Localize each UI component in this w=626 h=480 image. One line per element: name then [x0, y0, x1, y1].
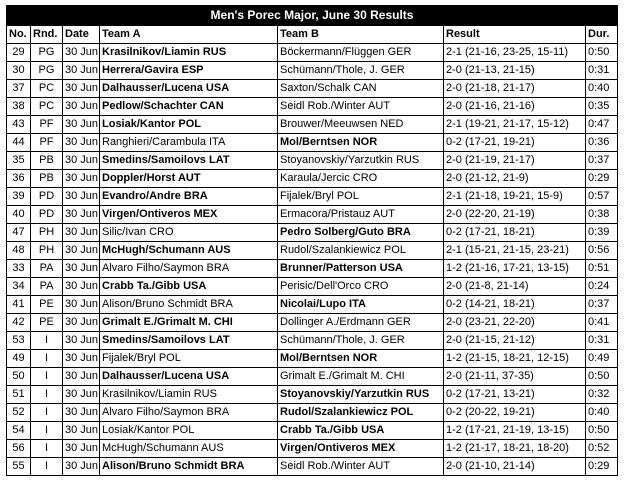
round-cell: PB [31, 152, 63, 170]
match-number-cell: 56 [7, 440, 31, 458]
table-row [7, 296, 618, 314]
team-a-cell: Alison/Bruno Schmidt BRA [100, 296, 278, 314]
date-cell: 30 Jun [63, 404, 100, 422]
match-number-cell: 54 [7, 422, 31, 440]
duration-cell: 0:50 [586, 422, 618, 440]
result-cell: 2-1 (21-18, 19-21, 15-9) [444, 188, 586, 206]
team-b-cell: Brouwer/Meeuwsen NED [278, 116, 444, 134]
round-cell: I [31, 404, 63, 422]
round-cell: PA [31, 278, 63, 296]
team-b-cell: Dollinger A./Erdmann GER [278, 314, 444, 332]
team-b-cell: Brunner/Patterson USA [278, 260, 444, 278]
result-cell: 0-2 (17-21, 18-21) [444, 224, 586, 242]
duration-cell: 0:51 [586, 260, 618, 278]
match-number-cell: 40 [7, 206, 31, 224]
result-cell: 2-0 (21-11, 37-35) [444, 368, 586, 386]
match-number-cell: 33 [7, 260, 31, 278]
team-b-cell: Stoyanovskiy/Yarzutkin RUS [278, 386, 444, 404]
team-a-cell: Dalhausser/Lucena USA [100, 368, 278, 386]
match-number-cell: 55 [7, 458, 31, 476]
duration-cell: 0:36 [586, 134, 618, 152]
date-cell: 30 Jun [63, 386, 100, 404]
team-b-cell: Virgen/Ontiveros MEX [278, 440, 444, 458]
date-cell: 30 Jun [63, 206, 100, 224]
round-cell: I [31, 368, 63, 386]
duration-cell: 0:41 [586, 314, 618, 332]
table-row [7, 404, 618, 422]
date-cell: 30 Jun [63, 44, 100, 62]
round-cell: PG [31, 44, 63, 62]
table-row [7, 332, 618, 350]
date-cell: 30 Jun [63, 116, 100, 134]
team-a-cell: Crabb Ta./Gibb USA [100, 278, 278, 296]
date-cell: 30 Jun [63, 224, 100, 242]
table-row [7, 44, 618, 62]
date-cell: 30 Jun [63, 134, 100, 152]
duration-cell: 0:57 [586, 188, 618, 206]
team-b-cell: Crabb Ta./Gibb USA [278, 422, 444, 440]
date-cell: 30 Jun [63, 422, 100, 440]
table-row [7, 170, 618, 188]
round-cell: PH [31, 224, 63, 242]
table-row [7, 224, 618, 242]
team-a-cell: Dalhausser/Lucena USA [100, 80, 278, 98]
match-number-cell: 49 [7, 350, 31, 368]
col-header-team-a: Team A [100, 26, 278, 44]
round-cell: PG [31, 62, 63, 80]
table-row [7, 422, 618, 440]
match-number-cell: 51 [7, 386, 31, 404]
result-cell: 2-0 (21-18, 21-17) [444, 80, 586, 98]
date-cell: 30 Jun [63, 332, 100, 350]
date-cell: 30 Jun [63, 440, 100, 458]
table-row [7, 278, 618, 296]
date-cell: 30 Jun [63, 350, 100, 368]
duration-cell: 0:50 [586, 44, 618, 62]
result-cell: 2-1 (19-21, 21-17, 15-12) [444, 116, 586, 134]
match-number-cell: 29 [7, 44, 31, 62]
table-row [7, 242, 618, 260]
date-cell: 30 Jun [63, 152, 100, 170]
team-a-cell: Krasilnikov/Liamin RUS [100, 386, 278, 404]
team-b-cell: Ermacora/Pristauz AUT [278, 206, 444, 224]
team-a-cell: Doppler/Horst AUT [100, 170, 278, 188]
team-a-cell: Herrera/Gavira ESP [100, 62, 278, 80]
team-b-cell: Grimalt E./Grimalt M. CHI [278, 368, 444, 386]
team-b-cell: Rudol/Szalankiewicz POL [278, 404, 444, 422]
team-a-cell: Fijalek/Bryl POL [100, 350, 278, 368]
duration-cell: 0:52 [586, 440, 618, 458]
duration-cell: 0:31 [586, 62, 618, 80]
team-b-cell: Schümann/Thole, J. GER [278, 332, 444, 350]
round-cell: I [31, 458, 63, 476]
result-cell: 2-0 (21-8, 21-14) [444, 278, 586, 296]
result-cell: 1-2 (21-15, 18-21, 12-15) [444, 350, 586, 368]
team-b-cell: Nicolai/Lupo ITA [278, 296, 444, 314]
team-b-cell: Rudol/Szalankiewicz POL [278, 242, 444, 260]
round-cell: I [31, 332, 63, 350]
match-number-cell: 34 [7, 278, 31, 296]
round-cell: PC [31, 98, 63, 116]
team-a-cell: Krasilnikov/Liamin RUS [100, 44, 278, 62]
date-cell: 30 Jun [63, 260, 100, 278]
round-cell: PA [31, 260, 63, 278]
match-number-cell: 50 [7, 368, 31, 386]
round-cell: I [31, 386, 63, 404]
match-number-cell: 48 [7, 242, 31, 260]
date-cell: 30 Jun [63, 278, 100, 296]
date-cell: 30 Jun [63, 98, 100, 116]
result-cell: 0-2 (17-21, 19-21) [444, 134, 586, 152]
team-a-cell: Alvaro Filho/Saymon BRA [100, 260, 278, 278]
team-b-cell: Schümann/Thole, J. GER [278, 62, 444, 80]
round-cell: I [31, 422, 63, 440]
date-cell: 30 Jun [63, 368, 100, 386]
team-a-cell: Losiak/Kantor POL [100, 422, 278, 440]
table-title: Men's Porec Major, June 30 Results [7, 6, 618, 26]
table-row [7, 62, 618, 80]
result-cell: 1-2 (21-16, 17-21, 13-15) [444, 260, 586, 278]
result-cell: 2-0 (23-21, 22-20) [444, 314, 586, 332]
result-cell: 2-0 (21-15, 21-12) [444, 332, 586, 350]
team-b-cell: Böckermann/Flüggen GER [278, 44, 444, 62]
match-number-cell: 52 [7, 404, 31, 422]
duration-cell: 0:29 [586, 170, 618, 188]
duration-cell: 0:24 [586, 278, 618, 296]
round-cell: PD [31, 188, 63, 206]
team-b-cell: Stoyanovskiy/Yarzutkin RUS [278, 152, 444, 170]
match-number-cell: 39 [7, 188, 31, 206]
result-cell: 2-0 (21-19, 21-17) [444, 152, 586, 170]
team-b-cell: Saxton/Schalk CAN [278, 80, 444, 98]
duration-cell: 0:49 [586, 350, 618, 368]
team-a-cell: Ranghieri/Carambula ITA [100, 134, 278, 152]
team-b-cell: Perisic/Dell'Orco CRO [278, 278, 444, 296]
duration-cell: 0:47 [586, 116, 618, 134]
team-a-cell: Smedins/Samoilovs LAT [100, 332, 278, 350]
result-cell: 2-1 (21-16, 23-25, 15-11) [444, 44, 586, 62]
round-cell: PD [31, 206, 63, 224]
result-cell: 0-2 (20-22, 19-21) [444, 404, 586, 422]
result-cell: 0-2 (14-21, 18-21) [444, 296, 586, 314]
round-cell: PE [31, 314, 63, 332]
match-number-cell: 30 [7, 62, 31, 80]
round-cell: PF [31, 134, 63, 152]
team-b-cell: Seidl Rob./Winter AUT [278, 458, 444, 476]
table-row [7, 80, 618, 98]
date-cell: 30 Jun [63, 296, 100, 314]
table-row [7, 314, 618, 332]
duration-cell: 0:37 [586, 296, 618, 314]
table-row [7, 152, 618, 170]
col-header-team-b: Team B [278, 26, 444, 44]
team-b-cell: Karaula/Jercic CRO [278, 170, 444, 188]
match-number-cell: 41 [7, 296, 31, 314]
round-cell: PC [31, 80, 63, 98]
team-a-cell: Losiak/Kantor POL [100, 116, 278, 134]
round-cell: PE [31, 296, 63, 314]
result-cell: 0-2 (17-21, 13-21) [444, 386, 586, 404]
table-row [7, 260, 618, 278]
team-a-cell: McHugh/Schumann AUS [100, 242, 278, 260]
match-number-cell: 35 [7, 152, 31, 170]
team-a-cell: Virgen/Ontiveros MEX [100, 206, 278, 224]
col-header-no: No. [7, 26, 31, 44]
col-header-duration: Dur. [586, 26, 618, 44]
table-row [7, 458, 618, 476]
team-a-cell: Smedins/Samoilovs LAT [100, 152, 278, 170]
round-cell: PH [31, 242, 63, 260]
round-cell: PB [31, 170, 63, 188]
duration-cell: 0:40 [586, 80, 618, 98]
result-cell: 2-0 (21-12, 21-9) [444, 170, 586, 188]
duration-cell: 0:40 [586, 404, 618, 422]
col-header-round: Rnd. [31, 26, 63, 44]
results-table [6, 5, 618, 476]
date-cell: 30 Jun [63, 458, 100, 476]
result-cell: 2-1 (15-21, 21-15, 23-21) [444, 242, 586, 260]
team-a-cell: Evandro/Andre BRA [100, 188, 278, 206]
col-header-result: Result [444, 26, 586, 44]
date-cell: 30 Jun [63, 314, 100, 332]
date-cell: 30 Jun [63, 170, 100, 188]
team-a-cell: Grimalt E./Grimalt M. CHI [100, 314, 278, 332]
table-row [7, 98, 618, 116]
match-number-cell: 53 [7, 332, 31, 350]
result-cell: 2-0 (22-20, 21-19) [444, 206, 586, 224]
table-row [7, 440, 618, 458]
match-number-cell: 43 [7, 116, 31, 134]
team-a-cell: Alison/Bruno Schmidt BRA [100, 458, 278, 476]
team-a-cell: Alvaro Filho/Saymon BRA [100, 404, 278, 422]
team-a-cell: McHugh/Schumann AUS [100, 440, 278, 458]
duration-cell: 0:31 [586, 332, 618, 350]
results-document [6, 5, 617, 476]
team-b-cell: Pedro Solberg/Guto BRA [278, 224, 444, 242]
table-row [7, 350, 618, 368]
result-cell: 2-0 (21-16, 21-16) [444, 98, 586, 116]
result-cell: 1-2 (17-21, 21-19, 13-15) [444, 422, 586, 440]
duration-cell: 0:37 [586, 152, 618, 170]
duration-cell: 0:56 [586, 242, 618, 260]
duration-cell: 0:38 [586, 206, 618, 224]
match-number-cell: 38 [7, 98, 31, 116]
date-cell: 30 Jun [63, 188, 100, 206]
team-a-cell: Pedlow/Schachter CAN [100, 98, 278, 116]
team-b-cell: Mol/Berntsen NOR [278, 134, 444, 152]
round-cell: PF [31, 116, 63, 134]
match-number-cell: 42 [7, 314, 31, 332]
duration-cell: 0:29 [586, 458, 618, 476]
round-cell: I [31, 350, 63, 368]
duration-cell: 0:50 [586, 368, 618, 386]
table-row [7, 134, 618, 152]
table-row [7, 206, 618, 224]
table-row [7, 116, 618, 134]
date-cell: 30 Jun [63, 80, 100, 98]
team-a-cell: Silic/Ivan CRO [100, 224, 278, 242]
match-number-cell: 44 [7, 134, 31, 152]
team-b-cell: Fijalek/Bryl POL [278, 188, 444, 206]
duration-cell: 0:39 [586, 224, 618, 242]
results-body [7, 44, 618, 476]
duration-cell: 0:32 [586, 386, 618, 404]
date-cell: 30 Jun [63, 62, 100, 80]
date-cell: 30 Jun [63, 242, 100, 260]
match-number-cell: 47 [7, 224, 31, 242]
table-row [7, 368, 618, 386]
header-row [7, 26, 618, 44]
result-cell: 2-0 (21-13, 21-15) [444, 62, 586, 80]
team-b-cell: Seidl Rob./Winter AUT [278, 98, 444, 116]
duration-cell: 0:35 [586, 98, 618, 116]
col-header-date: Date [63, 26, 100, 44]
result-cell: 1-2 (21-17, 18-21, 18-20) [444, 440, 586, 458]
team-b-cell: Mol/Berntsen NOR [278, 350, 444, 368]
match-number-cell: 37 [7, 80, 31, 98]
result-cell: 2-0 (21-10, 21-14) [444, 458, 586, 476]
round-cell: I [31, 440, 63, 458]
match-number-cell: 36 [7, 170, 31, 188]
table-row [7, 386, 618, 404]
table-row [7, 188, 618, 206]
